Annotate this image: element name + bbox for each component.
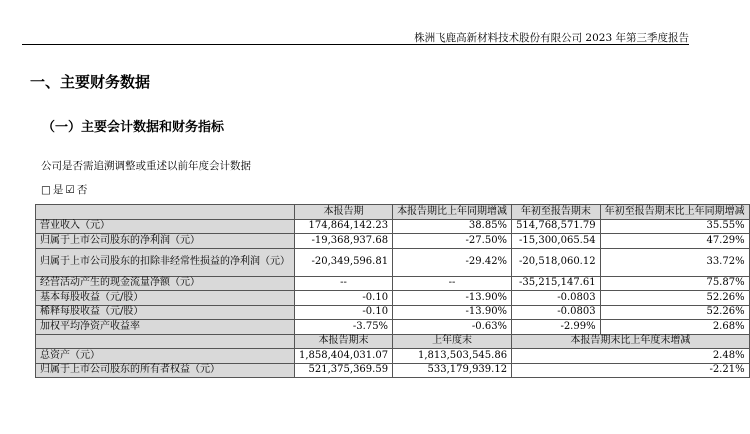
table-row (36, 291, 750, 306)
table-cell: -2.21% (512, 363, 750, 378)
financial-table (35, 204, 750, 378)
table-cell: -13.90% (393, 305, 512, 320)
table-cell: 75.87% (600, 276, 749, 291)
table-cell: 514,768,571.79 (512, 219, 601, 234)
table-cell: 47.29% (600, 234, 749, 249)
row-label: 归属于上市公司股东的扣除非经常性损益的净利润（元） (36, 248, 295, 276)
header-cell: 本报告期比上年同期增减 (393, 205, 512, 220)
table-cell: -13.90% (393, 291, 512, 306)
section-heading: 一、主要财务数据 (30, 73, 151, 91)
table-row (36, 363, 750, 378)
header-divider (22, 44, 689, 45)
row-label: 归属于上市公司股东的所有者权益（元） (36, 363, 295, 378)
row-label: 营业收入（元） (36, 219, 295, 234)
table-cell: -0.10 (295, 291, 393, 306)
table-cell: 2.68% (600, 320, 749, 335)
table-cell: 1,813,503,545.86 (393, 349, 512, 364)
restatement-answer (41, 182, 89, 197)
table-cell: -0.10 (295, 305, 393, 320)
table-cell: 2.48% (512, 349, 750, 364)
row-label: 基本每股收益（元/股） (36, 291, 295, 306)
checkbox-no-icon: ☑ (65, 184, 75, 196)
table-cell: 521,375,369.59 (295, 363, 393, 378)
header-cell: 本报告期末 (295, 334, 393, 349)
table-cell: -0.63% (393, 320, 512, 335)
table-cell: -20,518,060.12 (512, 248, 601, 276)
table-row (36, 305, 750, 320)
restatement-question: 公司是否需追溯调整或重述以前年度会计数据 (41, 160, 251, 172)
header-cell: 本报告期 (295, 205, 393, 220)
table-cell: 1,858,404,031.07 (295, 349, 393, 364)
checkbox-yes-icon: □ (41, 184, 51, 196)
row-label: 加权平均净资产收益率 (36, 320, 295, 335)
table-cell: -15,300,065.54 (512, 234, 601, 249)
option-no-label: 否 (76, 184, 88, 196)
header-title: 株洲飞鹿高新材料技术股份有限公司 2023 年第三季度报告 (414, 32, 689, 44)
table-cell: -3.75% (295, 320, 393, 335)
header-cell: 上年度末 (393, 334, 512, 349)
table-cell: -0.0803 (512, 305, 601, 320)
table-cell: -27.50% (393, 234, 512, 249)
page-header (0, 0, 709, 46)
table-cell: 52.26% (600, 305, 749, 320)
header-cell: 年初至报告期末 (512, 205, 601, 220)
row-label: 稀释每股收益（元/股） (36, 305, 295, 320)
table-row (36, 248, 750, 276)
table-row (36, 276, 750, 291)
table-cell: -20,349,596.81 (295, 248, 393, 276)
table-row (36, 234, 750, 249)
table-cell: -35,215,147.61 (512, 276, 601, 291)
table-row (36, 219, 750, 234)
header-cell: 年初至报告期末比上年同期增减 (600, 205, 749, 220)
table-cell: 52.26% (600, 291, 749, 306)
option-yes-label: 是 (52, 184, 64, 196)
table-cell: -- (393, 276, 512, 291)
table-cell: -0.0803 (512, 291, 601, 306)
header-cell (36, 334, 295, 349)
table-cell: 174,864,142.23 (295, 219, 393, 234)
table-cell: 38.85% (393, 219, 512, 234)
table-header-row (36, 334, 750, 349)
header-cell (36, 205, 295, 220)
table-cell: -19,368,937.68 (295, 234, 393, 249)
table-cell: 33.72% (600, 248, 749, 276)
table-cell: 35.55% (600, 219, 749, 234)
row-label: 总资产（元） (36, 349, 295, 364)
row-label: 归属于上市公司股东的净利润（元） (36, 234, 295, 249)
table-row (36, 320, 750, 335)
table-row (36, 349, 750, 364)
table-cell: -29.42% (393, 248, 512, 276)
row-label: 经营活动产生的现金流量净额（元） (36, 276, 295, 291)
table-cell: 533,179,939.12 (393, 363, 512, 378)
subsection-heading: （一）主要会计数据和财务指标 (42, 120, 225, 135)
table-cell: -- (295, 276, 393, 291)
table-cell: -2.99% (512, 320, 601, 335)
header-cell: 本报告期末比上年度末增减 (512, 334, 750, 349)
